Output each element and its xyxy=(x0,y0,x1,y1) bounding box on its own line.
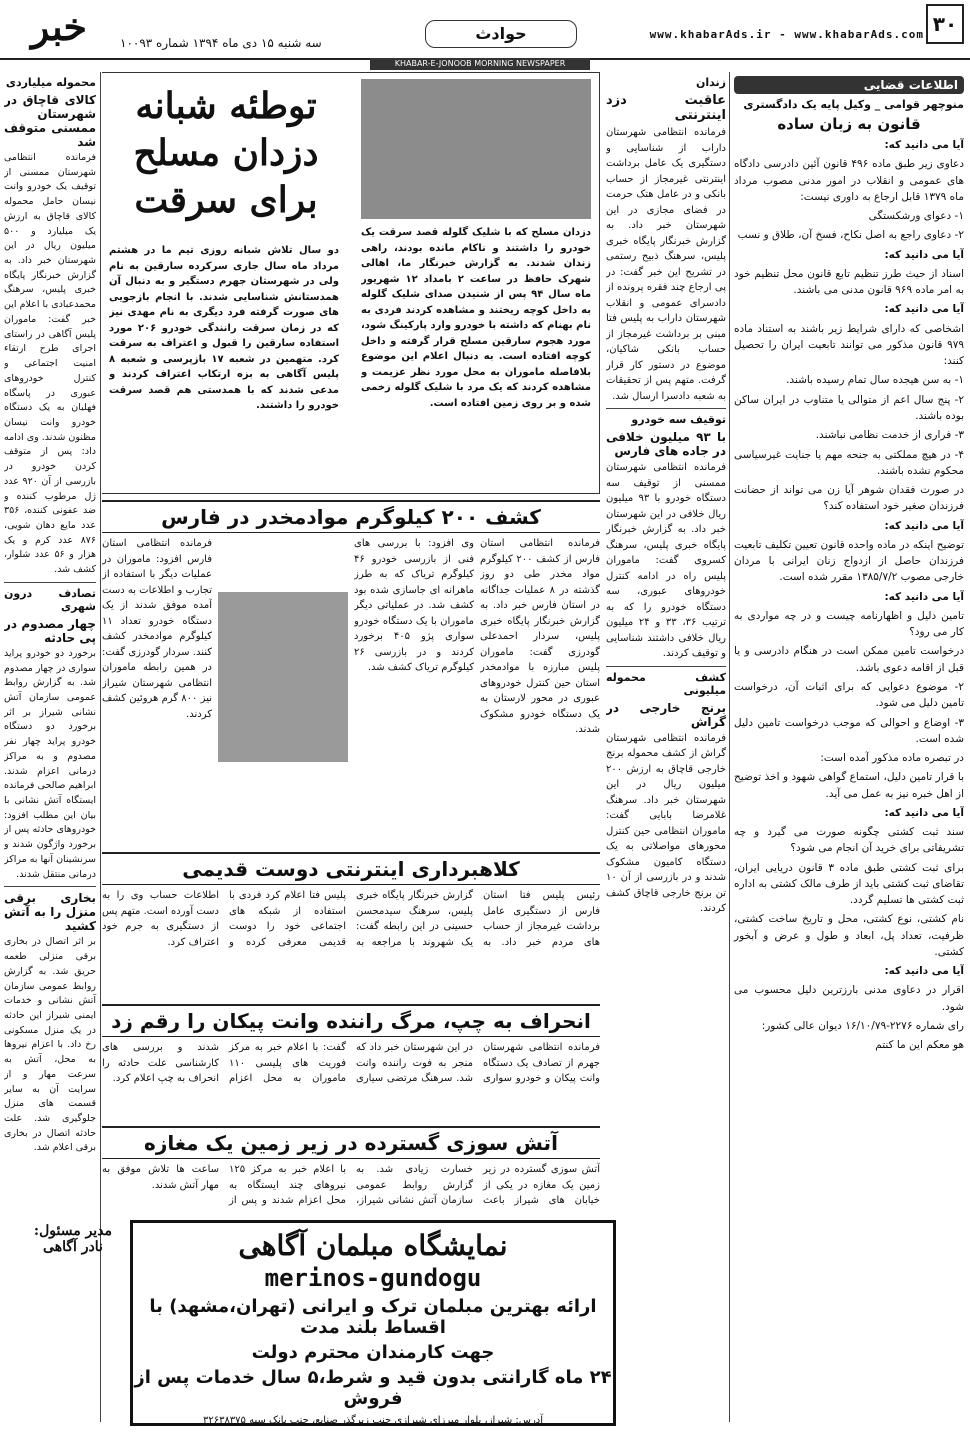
cars-body: فرمانده انتظامی شهرستان ممسنی از توقیف سه دستگاه خودرو با ۹۳ میلیون ریال خلافی در این شهرستان خبر داد. به گزارش خبرنگار پایگاه خبری پلیس، سرهنگ کسروی گفت: ماموران پلیس راه در ادامه کنترل خودروهای عبوری، سه دستگاه خودرو را که به ترتیب ۳۶، ۳۳ و ۲۴ میلیون ریال خلافی داشتند شناسایی و توقیف کردند. xyxy=(606,462,726,659)
legal-paragraph: توضیح اینکه در ماده واحده قانون تعیین تکلیف تابعیت فرزندان حاصل از ازدواج زنان ایرانی با مردان خارجی مصوب ۱۳۸۵/۷/۲ مقرر شده است. xyxy=(734,538,964,584)
legal-paragraph: آیا می دانید که: xyxy=(884,139,964,151)
page-number: ۳۰ xyxy=(926,4,964,44)
legal-paragraph: در تبصره ماده مذکور آمده است: xyxy=(820,752,964,765)
section-title: حوادث xyxy=(425,20,577,48)
legal-paragraph: ۳- فراری از خدمت نظامی نباشند. xyxy=(815,429,964,442)
cars-kicker: توقیف سه خودرو xyxy=(631,413,726,426)
lead-photo xyxy=(361,79,591,219)
s3-title: بخاری برقی منزل را به آتش کشید xyxy=(4,891,96,934)
legal-paragraph: آیا می دانید که: xyxy=(884,248,964,261)
legal-paragraph: ۱- به سن هیجده سال تمام رسیده باشند. xyxy=(786,374,964,387)
story3-body: رئیس پلیس فتا استان فارس از دستگیری عامل برداشت غیرمجاز از حساب های مردم خبر داد. به گزارش خبرنگار پایگاه خبری پلیس، سرهنگ سیدمحسن حسینی در این رابطه گفت: یک شهروند با مراجعه به پلیس فتا اعلام کرد فردی با استفاده از شبکه های اجتماعی خود را دوست قدیمی معرفی کرده و اطلاعات حساب وی را به دست آورده است. متهم پس از دستگیری به جرم خود اعتراف کرد. xyxy=(102,890,600,948)
legal-paragraph: آیا می دانید که: xyxy=(884,519,964,532)
rice-title: برنج خارجی در گراش xyxy=(606,700,726,729)
legal-paragraph: اسناد از حیث طرز تنظیم تابع قانون محل تنظیم خود به امر ماده ۹۶۹ قانون مدنی می باشند. xyxy=(734,267,964,297)
legal-column xyxy=(729,72,964,1422)
date-line: سه شنبه ۱۵ دی ماه ۱۳۹۴ شماره ۱۰۰۹۳ xyxy=(120,36,322,50)
cars-title: با ۹۳ میلیون خلافی در جاده های فارس xyxy=(606,430,726,458)
lead-story xyxy=(102,72,600,494)
lead-body-a: دزدان مسلح که با شلیک گلوله قصد سرقت یک خودرو را داشتند و ناکام مانده بودند، راهی زندان شدند. به گزارش خبرنگار ما، اهالی شهرک حافظ در ساعت ۲ بامداد ۱۲ شهریور ماه سال ۹۴ پس از شنیدن صدای شلیک گلوله به داخل کوچه ریختند و مشاهده کردند فردی به نام بهنام که داشته با خودرو وارد پارکینگ شود، مورد هجوم سارقین مسلح قرار گرفته و داخل کوچه افتاده است. به دنبال اعلام این موضوع بلافاصله ماموران به محل مورد نظر عزیمت و مشاهده کردند که یک مرد با شلیک گلوله زخمی شده و بر روی زمین افتاده است. xyxy=(361,227,591,409)
masthead xyxy=(0,0,970,60)
s2-title: چهار مصدوم در پی حادثه xyxy=(4,616,96,645)
site-url[interactable]: www.khabarAds.ir - www.khabarAds.com xyxy=(649,28,924,41)
ad-brand: merinos-gundogu xyxy=(264,1264,482,1292)
s1-title: کالای قاچاق در شهرستان ممسنی متوقف شد xyxy=(4,93,96,149)
s3-body: بر اثر اتصال در بخاری برقی منزلی طعمه حریق شد. به گزارش روابط عمومی سازمان آتش نشانی و خدمات ایمنی شیراز این حادثه در یک منزل مسکونی رخ داد. با اعزام نیروها به محل، آتش به سرعت مهار و از سرایت آن به سایر قسمت های منزل جلوگیری شد. علت حادثه اتصال در بخاری برقی اعلام شد. xyxy=(4,936,96,1154)
s2-kicker: تصادف درون شهری xyxy=(4,586,96,613)
lead-headline: توطئه شبانه دزدان مسلح برای سرقت xyxy=(133,85,319,221)
logo: خبر xyxy=(31,4,87,49)
legal-paragraph: دعاوی زیر طبق ماده ۴۹۶ قانون آئین دادرسی دادگاه های عمومی و انقلاب در امور مدنی مصوب مرداد ماه ۱۳۷۹ قابل ارجاع به داوری نیست: xyxy=(734,158,964,203)
story5-body: آتش سوزی گسترده در زیر زمین یک مغازه در یکی از خیابان های شیراز باعث خسارت زیادی شد. به گزارش روابط عمومی سازمان آتش نشانی شیراز، با اعلام خبر به مرکز ۱۲۵ نیروهای چند ایستگاه به محل اعزام شدند و پس از ساعت ها تلاش موفق به مهار آتش شدند. xyxy=(102,1164,600,1206)
drugs-photo xyxy=(218,592,348,762)
legal-paragraph: اقرار در دعاوی مدنی بارزترین دلیل محسوب می شود. xyxy=(734,984,964,1013)
story2-body-a: فرمانده انتظامی استان فارس از کشف ۲۰۰ کیلوگرم مواد مخدر طی دو روز گذشته در ۸ عملیات جداگانه در استان فارس خبر داد. به گزارش خبرنگار پایگاه خبری پلیس، سردار احمدعلی گودرزی گفت: ماموران پلیس مبارزه با موادمخدر استان حین کنترل خودروهای عبوری در محور لارستان به یک دستگاه خودرو مشکوک شدند. xyxy=(480,538,600,735)
ad-manager: مدیر مسئول: نادر آگاهی xyxy=(33,1223,113,1255)
legal-paragraph: آیا می دانید که: xyxy=(884,303,964,316)
legal-paragraph: تامین دلیل و اظهارنامه چیست و در چه مواردی به کار می رود؟ xyxy=(734,609,964,639)
legal-paragraph: آیا می دانید که: xyxy=(884,965,964,978)
zendan-kicker: زندان xyxy=(696,76,726,89)
legal-paragraph: درخواست تامین ممکن است در هنگام دادرسی و یا قبل از اقامه دعوی باشد. xyxy=(734,645,964,674)
story2-body-c: فرمانده انتظامی استان فارس افزود: ماموران در عملیات دیگر با استفاده از تجارب و اطلاعات به دست آمده موفق شدند از یک دستگاه خودرو تعداد ۱۱ کیلوگرم موادمخدر کشف کنند. سردار گودرزی گفت: در همین رابطه ماموران انتظامی شهرستان شیراز نیز ۸۰۰ گرم هروئین کشف کردند. xyxy=(102,538,212,720)
ad-line2: جهت کارمندان محترم دولت xyxy=(251,1342,495,1363)
ad-address: آدرس: شیراز، بلوار میرزای شیرازی جنب زیرگذر صنایع، جنب بانک سپه ۳۲۶۳۸۳۷۵ xyxy=(202,1415,544,1426)
left-column xyxy=(4,72,101,1422)
legal-paragraph: سند ثبت کشتی چگونه صورت می گیرد و چه تشریفاتی برای خرید آن انجام می شود؟ xyxy=(734,826,964,855)
legal-paragraph: آیا می دانید که: xyxy=(884,590,964,603)
legal-paragraph: ۲- دعاوی راجع به اصل نکاح، فسخ آن، طلاق و نسب xyxy=(737,229,964,242)
legal-paragraph: ۱- دعوای ورشکستگی xyxy=(868,210,964,223)
rice-body: فرمانده انتظامی شهرستان گراش از کشف محموله برنج خارجی قاچاق به ارزش ۲۰۰ میلیون ریال در این شهرستان خبر داد. سرهنگ غلامرضا بابایی گفت: ماموران انتظامی حین کنترل محورهای مواصلاتی به یک دستگاه کامیون مشکوک شدند و در بازرسی از آن ۱۰ تن برنج خارجی قاچاق کشف کردند. xyxy=(606,732,726,914)
zendan-body: فرمانده انتظامی شهرستان داراب از شناسایی و دستگیری یک عامل برداشت اینترنتی غیرمجاز از حساب بانکی و در عامل هتک حرمت در فضای مجازی در این شهرستان خبر داد. به گزارش خبرنگار پایگاه خبری پلیس، سرهنگ ذبیح رستمی در تشریح این خبر گفت: در پی ارجاع چند فقره پرونده از دادسرای عمومی و انقلاب شهرستان داراب به پلیس فتا مبنی بر برداشت غیرمجاز از حساب بانکی شاکیان، موضوع در دستور کار قرار گرفت. متهم پس از تحقیقات به شعبه دادسرا ارسال شد. xyxy=(606,127,726,402)
story2-title: کشف ۲۰۰ کیلوگرم موادمخدر در فارس xyxy=(102,500,600,533)
legal-paragraph: در صورت فقدان شوهر آیا زن می تواند از حضانت فرزندان صغیر خود استفاده کند؟ xyxy=(734,484,964,513)
legal-paragraph: هو معکم این ما کنتم xyxy=(875,1039,964,1052)
legal-paragraph: ۳- اوضاع و احوالی که موجب درخواست تامین دلیل شده است. xyxy=(734,716,964,745)
ad-line3: ۲۴ ماه گارانتی بدون قید و شرط،۵ سال خدمات پس از فروش xyxy=(134,1367,612,1409)
story4-title: انحراف به چپ، مرگ راننده وانت پیکان را رقم زد xyxy=(102,1004,600,1037)
legal-paragraph: ۴- در هیچ مملکتی به جنحه مهم یا جنایت غیرسیاسی محکوم نشده باشند. xyxy=(734,448,964,477)
lead-body-b: دو سال تلاش شبانه روزی تیم ما در هشتم مرداد ماه سال جاری سرکرده سارقین به نام ولی در شهرستان جهرم دستگیر و به دنبال آن همدستانش شناسایی شدند. با انجام بازجویی های صورت گرفته فرد دیگری به نام مهدی نیز که در زمان سرقت رانندگی خودرو ۲۰۶ مورد استفاده سارقین را قبول و اعتراف به سرقت کرد. متهمین در شعبه ۱۷ بازپرسی و شعبه ۸ پلیس آگاهی به بزه ارتکاب اعتراف کردند و مدعی شدند که با همدستی هم قصد سرقت خودرو را داشتند. xyxy=(109,245,339,411)
furniture-ad xyxy=(33,1220,616,1426)
s1-kicker: محموله میلیاردی xyxy=(5,76,96,89)
legal-paragraph: آیا می دانید که: xyxy=(884,806,964,819)
legal-paragraph: ۲- پنج سال اعم از متوالی یا متناوب در ایران ساکن بوده باشند. xyxy=(734,393,964,422)
s2-body: برخورد دو خودرو پراید سواری در چهار مصدوم شد. به گزارش روابط عمومی سازمان آتش نشانی شیراز بر اثر برخورد دو دستگاه خودرو پراید چهار نفر مصدوم و به مراکز درمانی اعزام شدند. ابراهیم صالحی فرمانده ایستگاه آتش نشانی با بیان این مطلب افزود: خودروهای حادثه پس از برخورد واژگون شدند و سرنشینان آنها به مراکز درمانی منتقل شدند. xyxy=(4,647,96,880)
ad-title: نمایشگاه مبلمان آگاهی xyxy=(238,1229,508,1262)
rice-kicker: کشف محموله میلیونی xyxy=(606,670,726,697)
legal-paragraph: نام کشتی، نوع کشتی، محل و تاریخ ساخت کشتی، ظرفیت، تعداد پل، ابعاد و طول و عرض و آبخور کشتی. xyxy=(734,913,964,958)
legal-title: قانون به زبان ساده xyxy=(777,115,921,133)
masthead-band: KHABAR-E-JONOOB MORNING NEWSPAPER xyxy=(370,58,590,70)
legal-paragraph: اشخاصی که دارای شرایط زیر باشند به استناد ماده ۹۷۹ قانون مذکور می توانند تابعیت ایران را تحصیل کنند: xyxy=(734,322,964,368)
legal-paragraph: ۲- موضوع دعوایی که برای اثبات آن، درخواست تامین دلیل می شود. xyxy=(734,680,964,710)
zendan-title: عاقبت دزد اینترنتی xyxy=(606,93,726,123)
legal-paragraphs xyxy=(734,137,964,1054)
story5-title: آتش سوزی گسترده در زیر زمین یک مغازه xyxy=(102,1126,600,1159)
story3-title: کلاهبرداری اینترنتی دوست قدیمی xyxy=(102,852,600,885)
legal-box-title: اطلاعات قضایی xyxy=(734,76,964,94)
s1-body: فرمانده انتظامی شهرستان ممسنی از توقیف یک خودرو وانت نیسان حامل محموله کالای قاچاق به ارزش یک میلیارد و ۵۰۰ میلیون ریال در این شهرستان خبر داد. به گزارش خبرنگار پایگاه خبری پلیس، سرهنگ محمدعبادی با اعلام این خبر گفت: ماموران پلیس آگاهی در راستای اجرای طرح ارتقاء امنیت اجتماعی و کنترل خودروهای عبوری در پاسگاه فهلیان به یک دستگاه خودرو وانت نیسان مظنون شدند. وی ادامه داد: پس از متوقف کردن خودرو در بازرسی از آن ۹۲۰ عدد ژل مرطوب کننده و ضد عفونی کننده، ۳۵۶ عدد مایع دهان شویی، ۸۷۶ عدد کرم و یک هزار و ۵۶ عدد شلوار، کشف شد. xyxy=(4,152,97,576)
legal-author: منوچهر قوامی _ وکیل پایه یک دادگستری xyxy=(743,98,964,111)
ad-line1: ارائه بهترین مبلمان ترک و ایرانی (تهران،مشهد) با اقساط بلند مدت xyxy=(149,1296,597,1338)
story4-body: فرمانده انتظامی شهرستان جهرم از تصادف یک دستگاه وانت پیکان و خودرو سواری در این شهرستان خبر داد که منجر به فوت راننده وانت شد. سرهنگ مرتضی سیاری گفت: با اعلام خبر به مرکز فوریت های پلیسی ۱۱۰ ماموران به محل اعزام شدند و بررسی های کارشناسی علت حادثه را انحراف به چپ اعلام کرد. xyxy=(102,1042,600,1084)
column-zendan xyxy=(606,72,726,1422)
story2-body-b: وی افزود: با بررسی های فنی از بازرسی خودرو ۴۶ کیلوگرم تریاک که به طرز ماهرانه ای جاسازی شده بود کشف شد. در عملیاتی دیگر ماموران با یک دستگاه خودرو سواری پژو ۴۰۵ برخورد کردند و در بازرسی ۲۶ کیلوگرم تریاک کشف شد. xyxy=(354,538,474,673)
legal-paragraph: برای ثبت کشتی طبق ماده ۳ قانون دریایی ایران، تقاضای ثبت کشتی باید از طرف مالک کشتی به اداره ثبت کشتی ها تسلیم گردد. xyxy=(734,861,964,907)
legal-paragraph: با قرار تامین دلیل، استماع گواهی شهود و اخذ توضیح از اهل خبره نیز به عمل می آید. xyxy=(734,771,964,800)
legal-paragraph: رای شماره ۲۲۷۶-۱۶/۱۰/۷۹ دیوان عالی کشور: xyxy=(761,1020,964,1033)
